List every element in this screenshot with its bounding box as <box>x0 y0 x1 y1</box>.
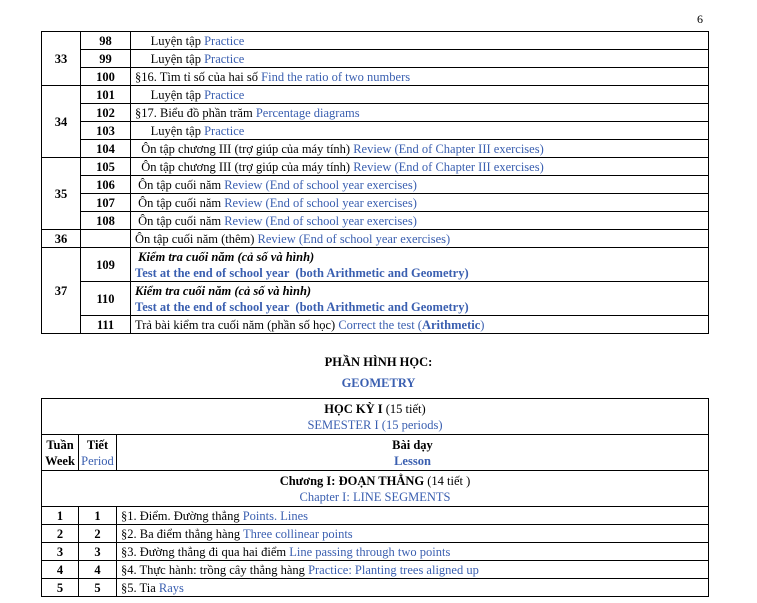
lesson-en-end: ) <box>480 317 485 332</box>
lesson-vi: Ôn tập cuối năm (thêm) <box>135 231 255 246</box>
table-row <box>42 194 709 212</box>
week-cell: 36 <box>42 230 81 248</box>
lesson-vi: Ôn tập cuối năm <box>135 195 222 210</box>
lesson-cell <box>131 104 709 122</box>
table-row <box>42 104 709 122</box>
lesson-cell <box>131 176 709 194</box>
table-row <box>42 525 709 543</box>
week-cell: 2 <box>42 525 79 543</box>
week-cell: 34 <box>42 86 81 158</box>
lesson-en: Line passing through two points <box>289 544 451 559</box>
col-lesson-vi: Bài dạy <box>392 437 433 452</box>
lesson-vi: §5. Tia <box>121 580 156 595</box>
lesson-vi: Luyện tập <box>135 33 201 48</box>
period-cell: 5 <box>79 579 117 597</box>
lesson-vi: §4. Thực hành: trồng cây thẳng hàng <box>121 562 305 577</box>
lesson-en: Test at the end of school year (both Arithmetic and Geometry) <box>135 265 469 280</box>
lesson-vi: Kiểm tra cuối năm (cả số và hình) <box>135 249 315 264</box>
col-week-header <box>42 435 79 471</box>
chapter-header <box>42 471 709 507</box>
lesson-en: Practice <box>204 87 245 102</box>
table-row <box>42 176 709 194</box>
lesson-en: Review (End of school year exercises) <box>224 177 417 192</box>
col-week-en: Week <box>45 453 75 468</box>
semester-en: SEMESTER I (15 periods) <box>307 417 443 432</box>
lesson-cell <box>131 50 709 68</box>
lesson-vi: Luyện tập <box>135 123 201 138</box>
lesson-cell <box>117 507 709 525</box>
lesson-vi: §2. Ba điểm thẳng hàng <box>121 526 241 541</box>
lesson-cell <box>131 212 709 230</box>
period-cell: 107 <box>81 194 131 212</box>
week-cell: 33 <box>42 32 81 86</box>
table-row <box>42 212 709 230</box>
period-cell: 104 <box>81 140 131 158</box>
period-cell: 101 <box>81 86 131 104</box>
lesson-en: Review (End of Chapter III exercises) <box>353 141 544 156</box>
table-row <box>42 282 709 316</box>
lesson-vi: Ôn tập chương III (trợ giúp của máy tính) <box>135 159 351 174</box>
lesson-cell <box>131 282 709 316</box>
table-row <box>42 543 709 561</box>
week-cell: 3 <box>42 543 79 561</box>
lesson-en: Practice <box>204 123 245 138</box>
lesson-en: Find the ratio of two numbers <box>261 69 411 84</box>
week-cell: 1 <box>42 507 79 525</box>
table-row <box>42 507 709 525</box>
lesson-vi: Luyện tập <box>135 51 201 66</box>
lesson-en: Review (End of school year exercises) <box>257 231 451 246</box>
week-cell: 35 <box>42 158 81 230</box>
col-period-en: Period <box>81 453 114 468</box>
lesson-cell <box>131 32 709 50</box>
lesson-en: Rays <box>158 580 184 595</box>
chapter-en: Chapter I: LINE SEGMENTS <box>299 489 451 504</box>
lesson-vi: Trả bài kiểm tra cuối năm (phần số học) <box>135 317 336 332</box>
lesson-cell <box>117 561 709 579</box>
period-cell: 4 <box>79 561 117 579</box>
lesson-en: Three collinear points <box>242 526 353 541</box>
lesson-en: Practice: Planting trees aligned up <box>308 562 479 577</box>
table-row <box>42 158 709 176</box>
lesson-cell <box>131 194 709 212</box>
period-cell: 105 <box>81 158 131 176</box>
table-row <box>42 122 709 140</box>
section-title-en: GEOMETRY <box>341 376 416 390</box>
table-row <box>42 140 709 158</box>
semester-header-row <box>42 399 709 435</box>
col-lesson-header <box>117 435 709 471</box>
lesson-cell <box>131 230 709 248</box>
lesson-vi: Luyện tập <box>135 87 201 102</box>
period-cell: 110 <box>81 282 131 316</box>
chapter-vi-extra: (14 tiết ) <box>427 473 471 488</box>
period-cell: 109 <box>81 248 131 282</box>
lesson-cell <box>131 248 709 282</box>
semester-vi: HỌC KỲ I <box>324 401 383 416</box>
schedule-table-arithmetic <box>41 31 709 334</box>
table-row <box>42 248 709 282</box>
period-cell: 103 <box>81 122 131 140</box>
lesson-vi: §3. Đường thẳng đi qua hai điểm <box>121 544 287 559</box>
page-number: 6 <box>697 12 703 26</box>
semester-vi-extra: (15 tiết) <box>385 401 426 416</box>
lesson-vi: §16. Tìm tỉ số của hai số <box>135 69 259 84</box>
table-row <box>42 561 709 579</box>
lesson-en: Review (End of Chapter III exercises) <box>353 159 544 174</box>
table-row <box>42 50 709 68</box>
period-cell: 102 <box>81 104 131 122</box>
lesson-en: Review (End of school year exercises) <box>224 195 417 210</box>
lesson-cell <box>117 579 709 597</box>
period-cell: 98 <box>81 32 131 50</box>
lesson-en: Correct the test ( <box>338 317 422 332</box>
period-cell <box>81 230 131 248</box>
column-header-row <box>42 435 709 471</box>
section-title-vi: PHẦN HÌNH HỌC: <box>324 355 433 369</box>
period-cell: 99 <box>81 50 131 68</box>
lesson-en-bold: Arithmetic <box>421 317 481 332</box>
lesson-cell <box>131 158 709 176</box>
lesson-en: Practice <box>204 51 245 66</box>
lesson-cell <box>131 140 709 158</box>
table-row <box>42 579 709 597</box>
col-week-vi: Tuần <box>46 437 74 452</box>
lesson-vi: §17. Biểu đồ phần trăm <box>135 105 253 120</box>
period-cell: 2 <box>79 525 117 543</box>
table-row <box>42 86 709 104</box>
table-row <box>42 316 709 334</box>
lesson-vi: §1. Điểm. Đường thẳng <box>121 508 240 523</box>
week-cell: 5 <box>42 579 79 597</box>
table-row <box>42 68 709 86</box>
lesson-cell <box>131 86 709 104</box>
lesson-en: Test at the end of school year (both Arithmetic and Geometry) <box>135 299 469 314</box>
period-cell: 100 <box>81 68 131 86</box>
lesson-en: Percentage diagrams <box>255 105 360 120</box>
week-cell: 4 <box>42 561 79 579</box>
lesson-vi: Ôn tập chương III (trợ giúp của máy tính) <box>135 141 351 156</box>
chapter-row <box>42 471 709 507</box>
lesson-cell <box>131 122 709 140</box>
lesson-cell <box>117 525 709 543</box>
chapter-vi: Chương I: ĐOẠN THẲNG <box>279 473 425 488</box>
lesson-en: Points. Lines <box>242 508 309 523</box>
col-lesson-en: Lesson <box>394 453 431 468</box>
period-cell: 106 <box>81 176 131 194</box>
col-period-vi: Tiết <box>86 437 109 452</box>
period-cell: 111 <box>81 316 131 334</box>
week-cell: 37 <box>42 248 81 334</box>
lesson-en: Review (End of school year exercises) <box>224 213 417 228</box>
lesson-cell <box>131 316 709 334</box>
semester-header <box>42 399 709 435</box>
table-row <box>42 32 709 50</box>
schedule-table-geometry <box>41 398 709 597</box>
lesson-vi: Ôn tập cuối năm <box>135 177 222 192</box>
lesson-vi: Ôn tập cuối năm <box>135 213 222 228</box>
lesson-vi: Kiểm tra cuối năm (cả số và hình) <box>135 283 312 298</box>
lesson-cell <box>117 543 709 561</box>
period-cell: 3 <box>79 543 117 561</box>
col-period-header <box>79 435 117 471</box>
lesson-cell <box>131 68 709 86</box>
period-cell: 1 <box>79 507 117 525</box>
table-row <box>42 230 709 248</box>
lesson-en: Practice <box>204 33 245 48</box>
period-cell: 108 <box>81 212 131 230</box>
